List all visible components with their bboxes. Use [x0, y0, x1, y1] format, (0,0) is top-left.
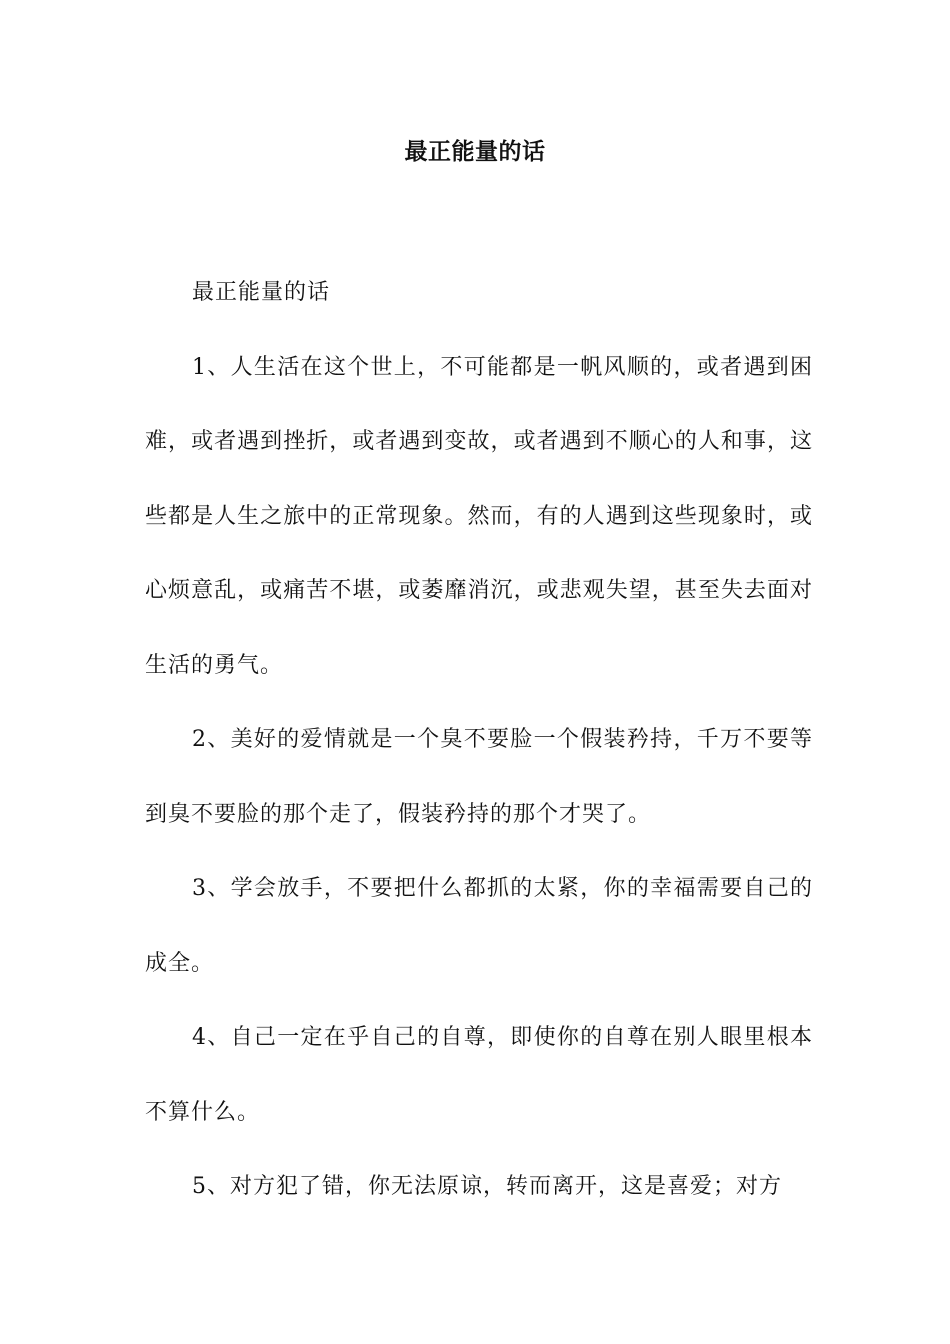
document-title: 最正能量的话: [404, 139, 546, 165]
paragraph-3: 3、学会放手，不要把什么都抓的太紧，你的幸福需要自己的成全。: [145, 876, 813, 976]
paragraph-2: 2、美好的爱情就是一个臭不要脸一个假装矜持，千万不要等到臭不要脸的那个走了，假装矜持的那个才哭了。: [145, 727, 813, 827]
paragraph-5: 5、对方犯了错，你无法原谅，转而离开，这是喜爱；对方: [192, 1174, 782, 1199]
paragraph-4: 4、自己一定在乎自己的自尊，即使你的自尊在别人眼里根本不算什么。: [145, 1025, 813, 1125]
document-body: [145, 256, 813, 1225]
paragraph-1: 1、人生活在这个世上，不可能都是一帆风顺的，或者遇到困难，或者遇到挫折，或者遇到变故，或者遇到不顺心的人和事，这些都是人生之旅中的正常现象。然而，有的人遇到这些现象时，或心烦意乱，或痛苦不堪，或萎靡消沉，或悲观失望，甚至失去面对生活的勇气。: [145, 354, 813, 678]
subtitle-paragraph: 最正能量的话: [192, 280, 331, 305]
